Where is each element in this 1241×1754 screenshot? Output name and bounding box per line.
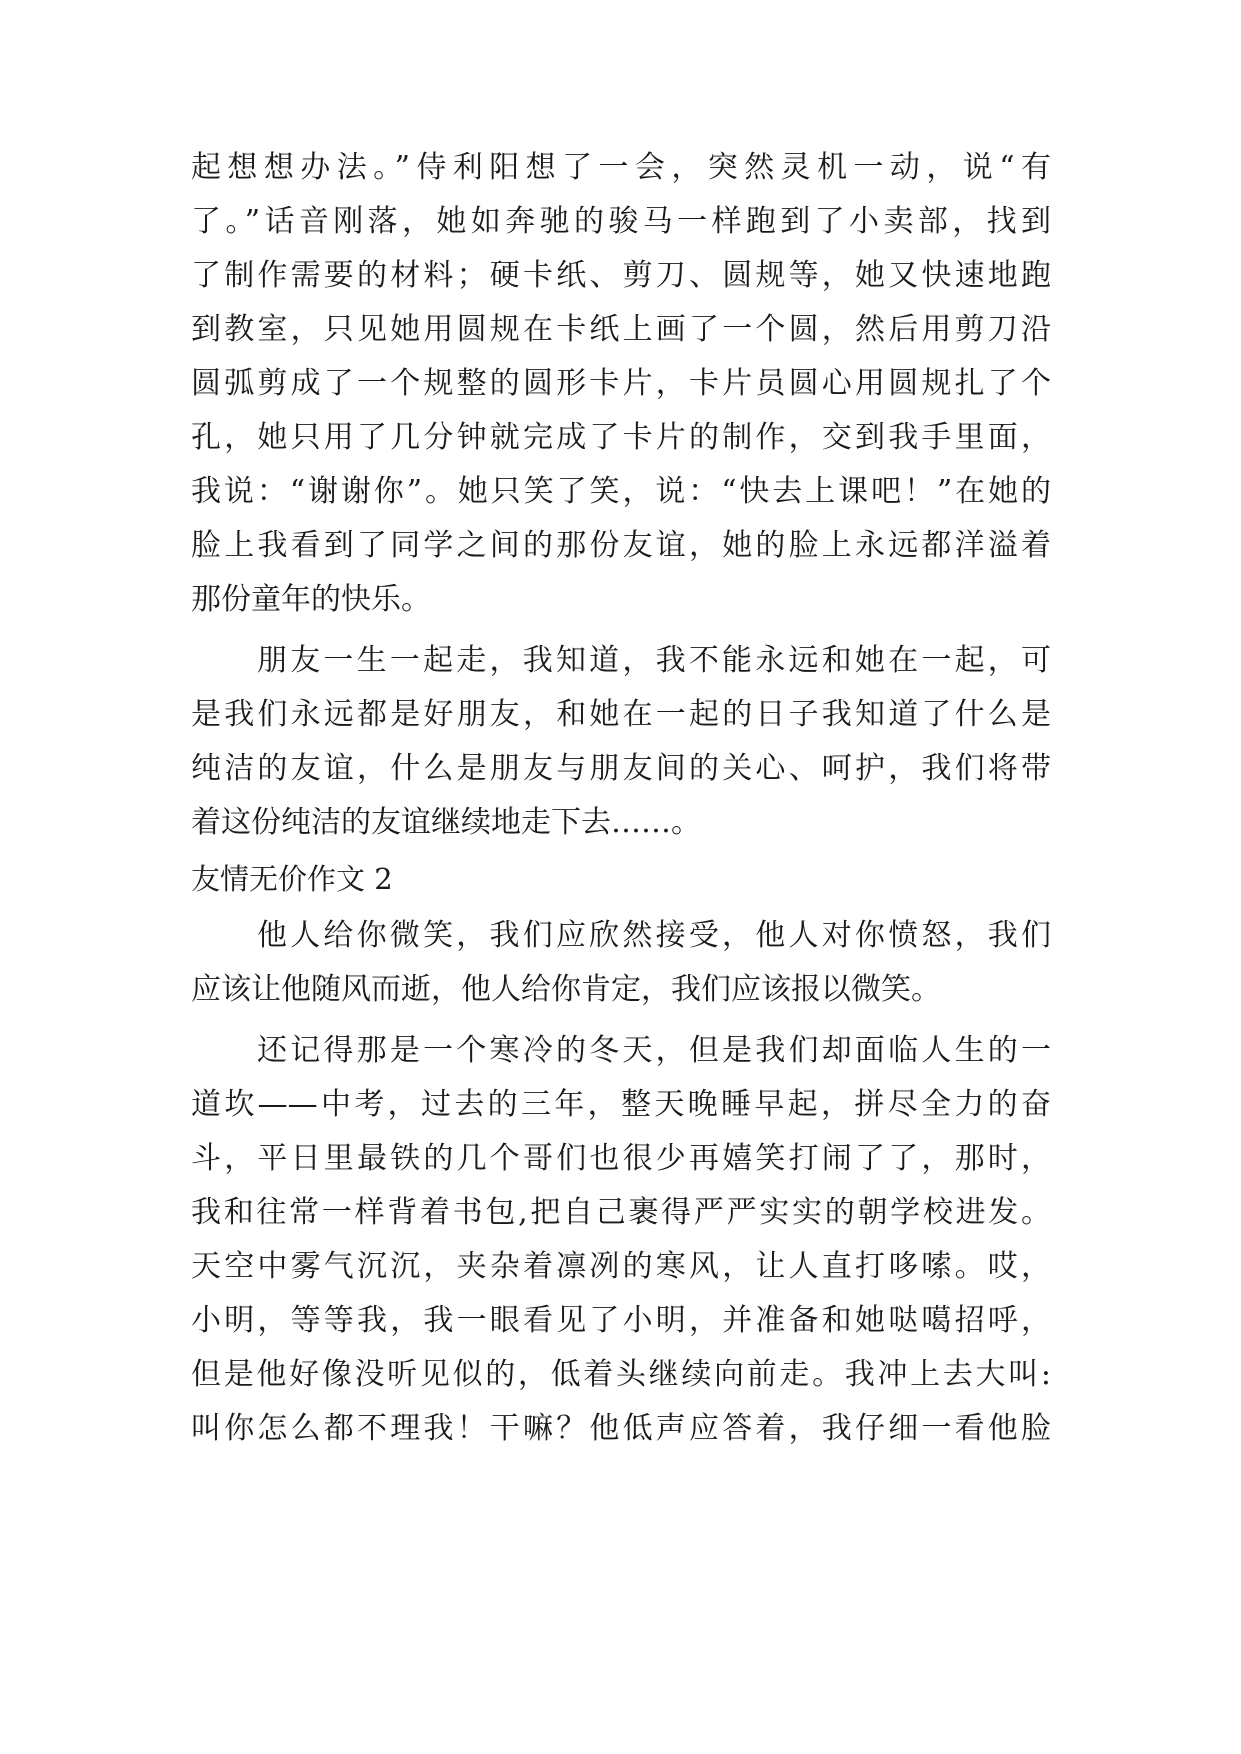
text-line: 圆弧剪成了一个规整的圆形卡片，卡片员圆心用圆规扎了个 [191,366,1051,401]
text-line: 着这份纯洁的友谊继续地走下去……。 [191,805,701,840]
text-line: 纯洁的友谊，什么是朋友与朋友间的关心、呵护，我们将带 [191,751,1051,786]
text-line: 但是他好像没听见似的，低着头继续向前走。我冲上去大叫: [191,1357,1051,1392]
text-line: 是我们永远都是好朋友，和她在一起的日子我知道了什么是 [191,697,1051,732]
text-line: 我和往常一样背着书包,把自己裹得严严实实的朝学校进发。 [191,1195,1051,1230]
text-line: 斗，平日里最铁的几个哥们也很少再嬉笑打闹了了，那时， [191,1141,1051,1176]
text-line: 了。”话音刚落，她如奔驰的骏马一样跑到了小卖部，找到 [191,204,1051,239]
text-line: 应该让他随风而逝，他人给你肯定，我们应该报以微笑。 [191,972,941,1007]
text-line: 了制作需要的材料；硬卡纸、剪刀、圆规等，她又快速地跑 [191,258,1051,293]
text-line: 他人给你微笑，我们应欣然接受，他人对你愤怒，我们 [257,918,1051,953]
text-line: 那份童年的快乐。 [191,582,431,617]
text-line: 孔，她只用了几分钟就完成了卡片的制作，交到我手里面， [191,420,1051,455]
text-line: 道坎——中考，过去的三年，整天晚睡早起，拼尽全力的奋 [191,1087,1051,1122]
text-line: 小明，等等我，我一眼看见了小明，并准备和她哒噶招呼， [191,1303,1051,1338]
text-line: 还记得那是一个寒冷的冬天，但是我们却面临人生的一 [257,1033,1051,1068]
section-heading: 友情无价作文 2 [191,862,393,896]
text-line: 朋友一生一起走，我知道，我不能永远和她在一起，可 [257,643,1051,678]
text-line: 脸上我看到了同学之间的那份友谊，她的脸上永远都洋溢着 [191,528,1051,563]
text-line: 叫你怎么都不理我！干嘛？他低声应答着，我仔细一看他脸 [191,1411,1051,1446]
text-line: 起想想办法。”侍利阳想了一会，突然灵机一动，说“有 [191,150,1051,185]
text-line: 到教室，只见她用圆规在卡纸上画了一个圆，然后用剪刀沿 [191,312,1051,347]
text-line: 我说：“谢谢你”。她只笑了笑，说：“快去上课吧！”在她的 [191,474,1051,509]
text-line: 天空中雾气沉沉，夹杂着凛冽的寒风，让人直打哆嗦。哎， [191,1249,1051,1284]
